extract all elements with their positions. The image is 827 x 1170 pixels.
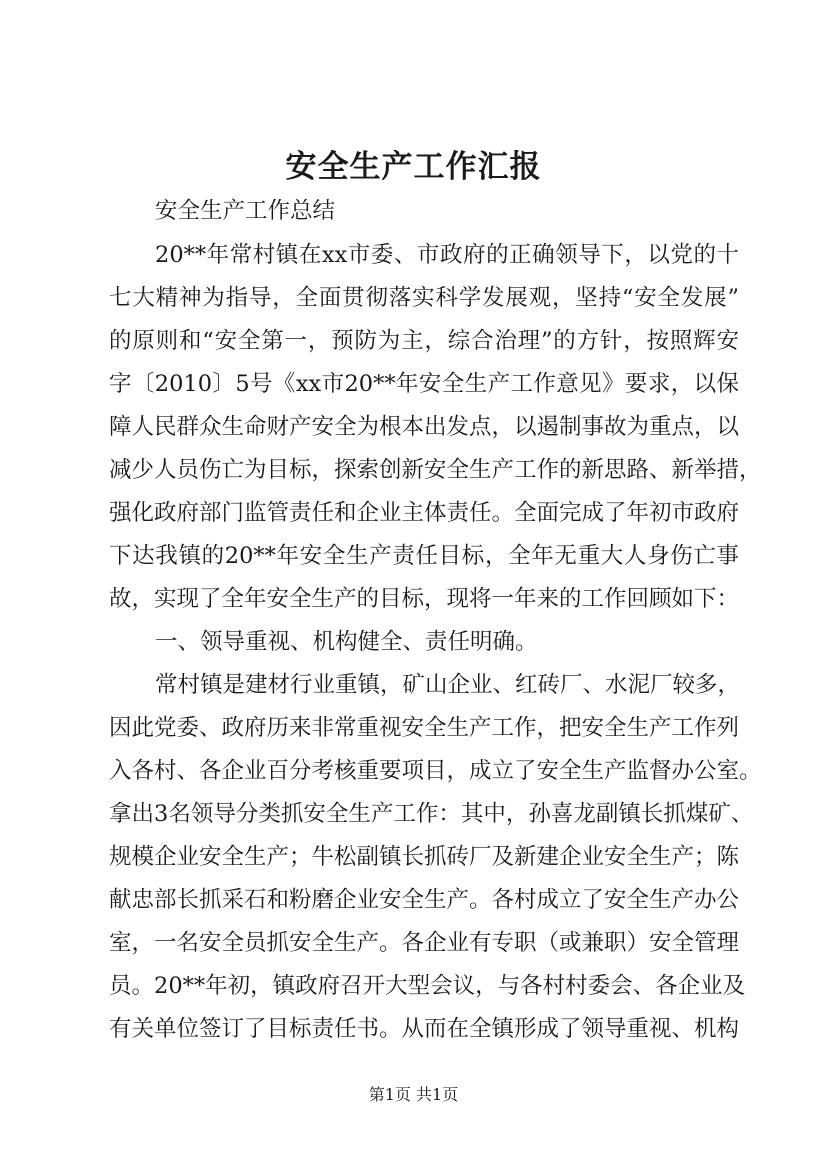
paragraph-line: 献忠部长抓采石和粉磨企业安全生产。各村成立了安全生产办公 <box>109 887 740 913</box>
paragraph-line: 因此党委、政府历来非常重视安全生产工作，把安全生产工作列 <box>109 715 740 741</box>
paragraph-line: 减少人员伤亡为目标，探索创新安全生产工作的新思路、新举措， <box>109 457 762 483</box>
paragraph-line: 常村镇是建材行业重镇，矿山企业、红砖厂、水泥厂较多， <box>155 672 741 698</box>
paragraph-line: 规模企业安全生产；牛松副镇长抓砖厂及新建企业安全生产；陈 <box>109 844 740 870</box>
paragraph-line: 下达我镇的20**年安全生产责任目标，全年无重大人身伤亡事 <box>109 543 739 569</box>
paragraph-line: 拿出3名领导分类抓安全生产工作：其中，孙喜龙副镇长抓煤矿、 <box>109 801 754 827</box>
paragraph-line: 有关单位签订了目标责任书。从而在全镇形成了领导重视、机构 <box>109 1016 740 1042</box>
paragraph-line: 员。20**年初，镇政府召开大型会议，与各村村委会、各企业及 <box>109 973 746 999</box>
page-number: 第1页 共1页 <box>368 1085 459 1104</box>
paragraph-line: 七大精神为指导，全面贯彻落实科学发展观，坚持“安全发展” <box>109 285 739 311</box>
section-heading: 安全生产工作总结 <box>155 198 336 224</box>
paragraph-line: 强化政府部门监管责任和企业主体责任。全面完成了年初市政府 <box>109 500 740 526</box>
paragraph-line: 障人民群众生命财产安全为根本出发点，以遏制事故为重点，以 <box>109 414 740 440</box>
paragraph-line: 字〔2010〕5号《xx市20**年安全生产工作意见》要求，以保 <box>109 371 739 397</box>
paragraph-line: 入各村、各企业百分考核重要项目，成立了安全生产监督办公室。 <box>109 758 762 784</box>
paragraph-line: 的原则和“安全第一，预防为主，综合治理”的方针，按照辉安 <box>109 328 739 354</box>
paragraph-line: 故，实现了全年安全生产的目标，现将一年来的工作回顾如下： <box>109 586 740 612</box>
paragraph-line: 室，一名安全员抓安全生产。各企业有专职（或兼职）安全管理 <box>109 930 740 956</box>
paragraph-line: 20**年常村镇在xx市委、市政府的正确领导下，以党的十 <box>155 242 739 268</box>
document-title: 安全生产工作汇报 <box>285 149 542 185</box>
section-heading: 一、领导重视、机构健全、责任明确。 <box>155 629 538 655</box>
